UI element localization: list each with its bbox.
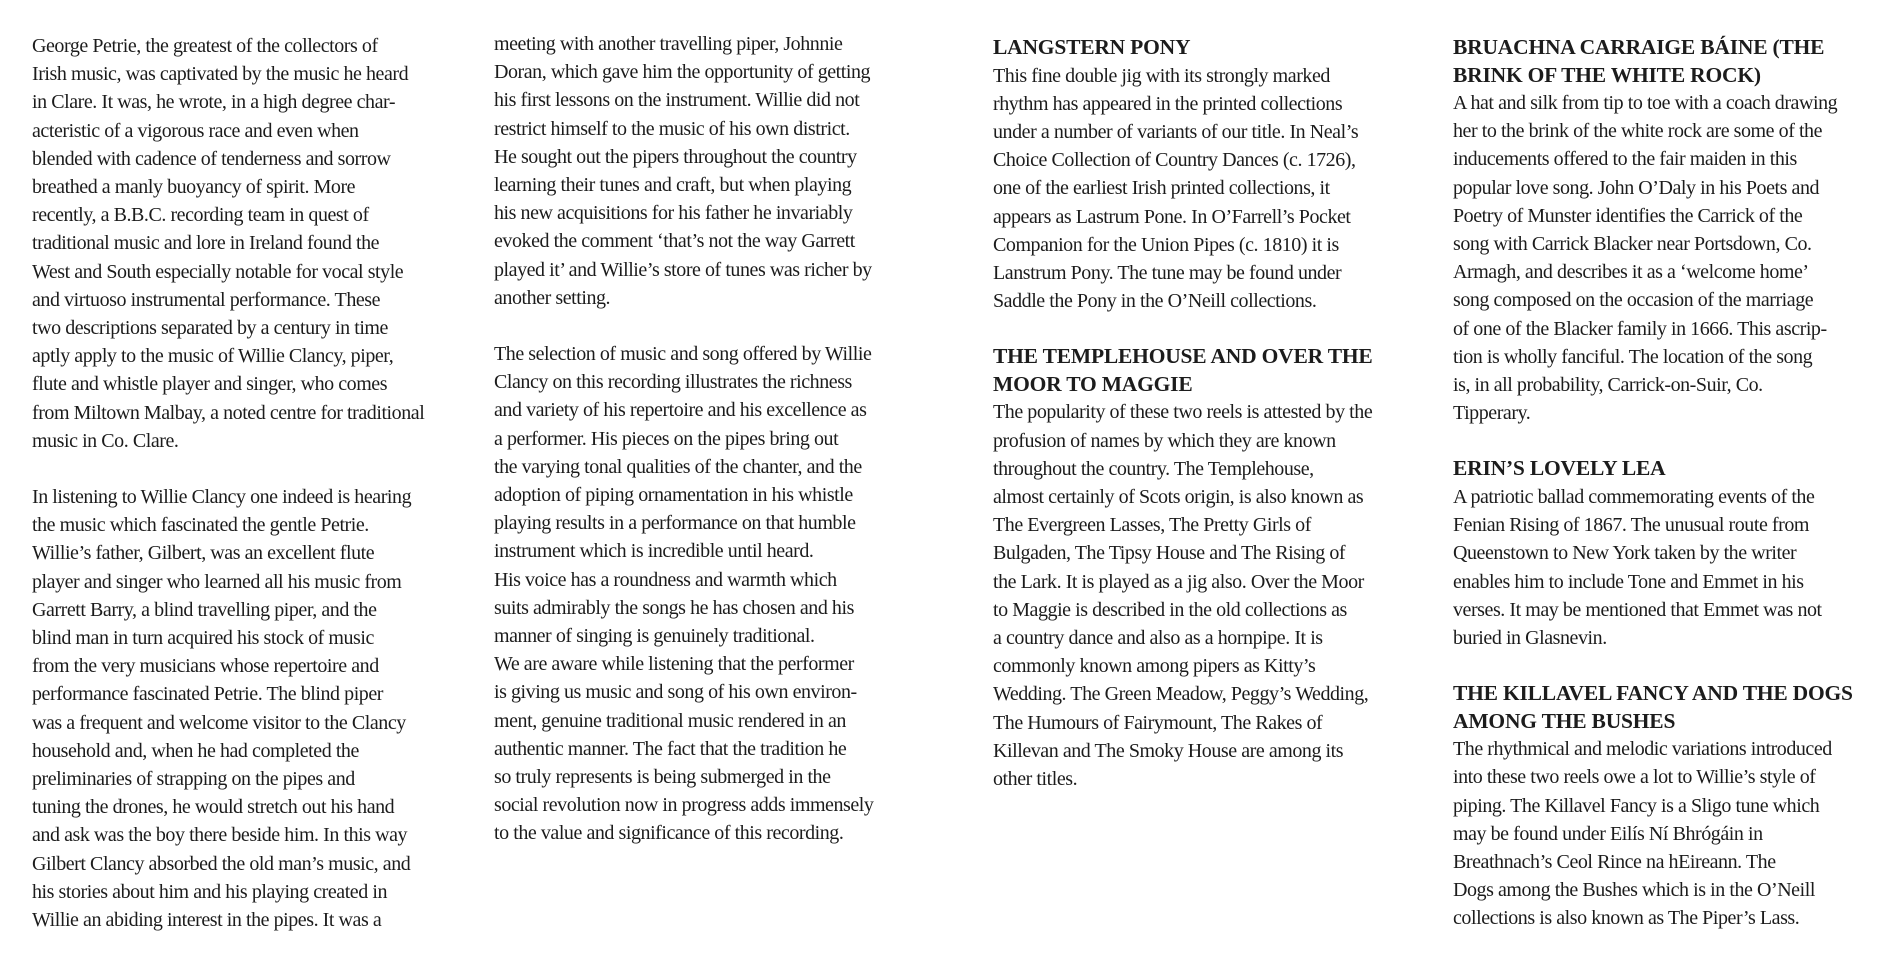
tune-heading: THE KILLAVEL FANCY AND THE DOGS AMONG THE BUSHES	[1453, 681, 1853, 733]
tune-heading: LANGSTERN PONY	[993, 35, 1191, 59]
tune-description: A hat and silk from tip to toe with a coach drawing her to the brink of the white rock are some of the inducements offered to the fair maiden in this popular love song. John O’Daly in his Poets and Poetry of Munster identifies the Carrick of the song with Carrick Blacker near Portsdown, Co. Armagh, and describes it as a ‘welcome home’ song composed on the occasion of the marriage of one of the Blacker family in 1666. This ascrip- tion is wholly fanciful. The location of the song is, in all probability, Carrick-on-Suir, Co. Tipperary.	[1453, 92, 1838, 425]
paragraph: George Petrie, the greatest of the collectors of Irish music, was captivated by the music he heard in Clare. It was, he wrote, in a high degree char- acteristic of a vigorous race and even when blended with cadence of tenderness and sorrow breathed a manly buoyancy of spirit. More recently, a B.B.C. recording team in quest of traditional music and lore in Ireland found the West and South especially notable for vocal style and virtuoso instrumental performance. These two descriptions separated by a century in time aptly apply to the music of Willie Clancy, piper, flute and whistle player and singer, who comes from Miltown Malbay, a noted centre for traditional music in Co. Clare.	[32, 35, 425, 452]
paragraph: In listening to Willie Clancy one indeed is hearing the music which fascinated the gentle Petrie. Willie’s father, Gilbert, was an excellent flute player and singer who learned all his music from Garrett Barry, a blind travelling piper, and the blind man in turn acquired his stock of music from the very musicians whose repertoire and performance fascinated Petrie. The blind piper was a frequent and welcome visitor to the Clancy household and, when he had completed the preliminaries of strapping on the pipes and tuning the drones, he would stretch out his hand and ask was the boy there beside him. In this way Gilbert Clancy absorbed the old man’s music, and his stories about him and his playing created in Willie an abiding interest in the pipes. It was a	[32, 486, 412, 932]
tune-note-langstern-pony	[993, 34, 1424, 315]
tune-heading: THE TEMPLEHOUSE AND OVER THE MOOR TO MAGGIE	[993, 344, 1373, 396]
column-2	[494, 30, 928, 848]
tune-description: The rhythmical and melodic variations introduced into these two reels owe a lot to Willie’s style of piping. The Killavel Fancy is a Sligo tune which may be found under Eilís Ní Bhrógáin in Breathnach’s Ceol Rince na hEireann. The Dogs among the Bushes which is in the O’Neill collections is also known as The Piper’s Lass.	[1453, 738, 1832, 930]
column-3	[993, 34, 1424, 793]
tune-description: The popularity of these two reels is attested by the profusion of names by which they are known throughout the country. The Templehouse, almost certainly of Scots origin, is also known as The Evergreen Lasses, The Pretty Girls of Bulgaden, The Tipsy House and The Rising of the Lark. It is played as a jig also. Over the Moor to Maggie is described in the old collections as a country dance and also as a hornpipe. It is commonly known among pipers as Kitty’s Wedding. The Green Meadow, Peggy’s Wedding, The Humours of Fairymount, The Rakes of Killevan and The Smoky House are among its other titles.	[993, 401, 1373, 790]
tune-description: A patriotic ballad commemorating events of the Fenian Rising of 1867. The unusual route from Queenstown to New York taken by the writer enables him to include Tone and Emmet in his verses. It may be mentioned that Emmet was not buried in Glasnevin.	[1453, 485, 1822, 649]
column-4	[1453, 34, 1893, 933]
tune-note-erins-lovely-lea	[1453, 455, 1893, 652]
paragraph: The selection of music and song offered by Willie Clancy on this recording illustrates the richness and variety of his repertoire and his excellence as a performer. His pieces on the pipes bring out the varying tonal qualities of the chanter, and the adoption of piping ornamentation in his whistle playing results in a performance on that humble instrument which is incredible until heard.	[494, 343, 872, 563]
tune-heading: ERIN’S LOVELY LEA	[1453, 456, 1666, 481]
paragraph: His voice has a roundness and warmth which suits admirably the songs he has chosen and his manner of singing is genuinely traditional.	[494, 568, 854, 648]
tune-note-killavel-fancy	[1453, 680, 1893, 932]
paragraph: We are aware while listening that the performer is giving us music and song of his own environ- ment, genuine traditional music rendered in an authentic manner. The fact that the tradition he so truly represents is being submerged in the social revolution now in progress adds immensely to the value and significance of this recording.	[494, 653, 874, 845]
tune-heading: BRUACHNA CARRAIGE BÁINE (THE BRINK OF THE WHITE ROCK)	[1453, 35, 1825, 87]
tune-note-templehouse	[993, 343, 1424, 793]
tune-description: This fine double jig with its strongly marked rhythm has appeared in the printed collections under a number of variants of our title. In Neal’s Choice Collection of Country Dances (c. 1726), one of the earliest Irish printed collections, it appears as Lastrum Pone. In O’Farrell’s Pocket Companion for the Union Pipes (c. 1810) it is Lanstrum Pony. The tune may be found under Saddle the Pony in the O’Neill collections.	[993, 64, 1359, 313]
column-1	[32, 32, 462, 934]
tune-note-bruachna-carraige-baine	[1453, 34, 1893, 427]
paragraph: meeting with another travelling piper, Johnnie Doran, which gave him the opportunity of getting his first lessons on the instrument. Willie did not restrict himself to the music of his own district. He sought out the pipers throughout the country learning their tunes and craft, but when playing his new acquisitions for his father he invariably evoked the comment ‘that’s not the way Garrett played it’ and Willie’s store of tunes was richer by another setting.	[494, 33, 872, 309]
